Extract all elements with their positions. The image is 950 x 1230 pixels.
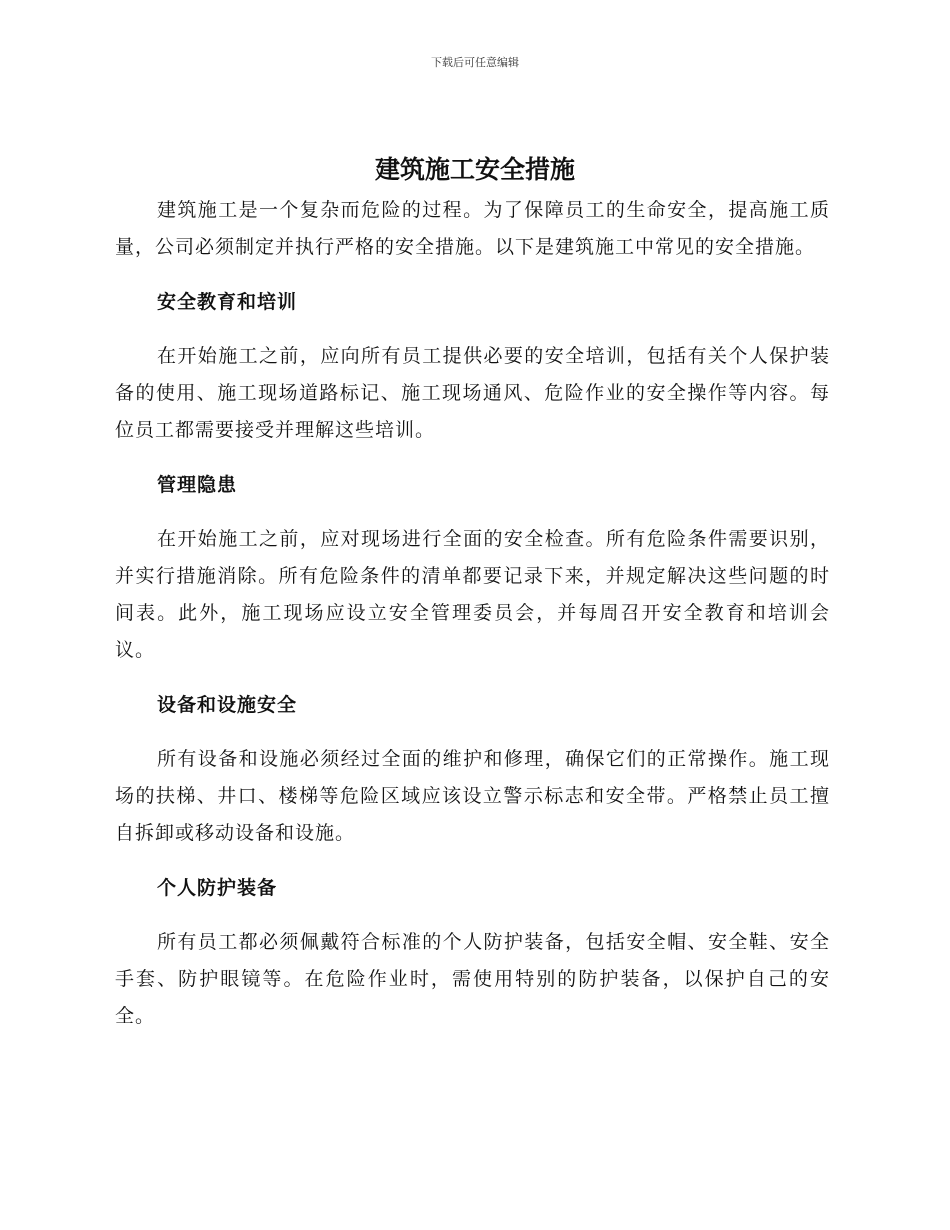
section-heading-personal-protection: 个人防护装备 xyxy=(157,877,278,899)
section-body-equipment-safety: 所有设备和设施必须经过全面的维护和修理，确保它们的正常操作。施工现场的扶梯、井口、楼梯等危险区域应该设立警示标志和安全带。严格禁止员工擅自拆卸或移动设备和设施。 xyxy=(115,748,830,844)
document-title: 建筑施工安全措施 xyxy=(374,155,575,184)
section-body-safety-training: 在开始施工之前，应向所有员工提供必要的安全培训，包括有关个人保护装备的使用、施工现场道路标记、施工现场通风、危险作业的安全操作等内容。每位员工都需要接受并理解这些培训。 xyxy=(115,345,830,441)
section-body-hazard-management: 在开始施工之前，应对现场进行全面的安全检查。所有危险条件需要识别，并实行措施消除。所有危险条件的清单都要记录下来，并规定解决这些问题的时间表。此外，施工现场应设立安全管理委员会，并每周召开安全教育和培训会议。 xyxy=(115,528,830,661)
intro-paragraph: 建筑施工是一个复杂而危险的过程。为了保障员工的生命安全，提高施工质量，公司必须制定并执行严格的安全措施。以下是建筑施工中常见的安全措施。 xyxy=(115,199,830,258)
page-header-note: 下载后可任意编辑 xyxy=(431,56,519,69)
section-body-personal-protection: 所有员工都必须佩戴符合标准的个人防护装备，包括安全帽、安全鞋、安全手套、防护眼镜等。在危险作业时，需使用特别的防护装备，以保护自己的安全。 xyxy=(115,931,830,1027)
section-heading-equipment-safety: 设备和设施安全 xyxy=(157,694,298,716)
document-body xyxy=(115,192,830,1035)
section-heading-hazard-management: 管理隐患 xyxy=(157,474,238,496)
section-heading-safety-training: 安全教育和培训 xyxy=(157,291,298,313)
